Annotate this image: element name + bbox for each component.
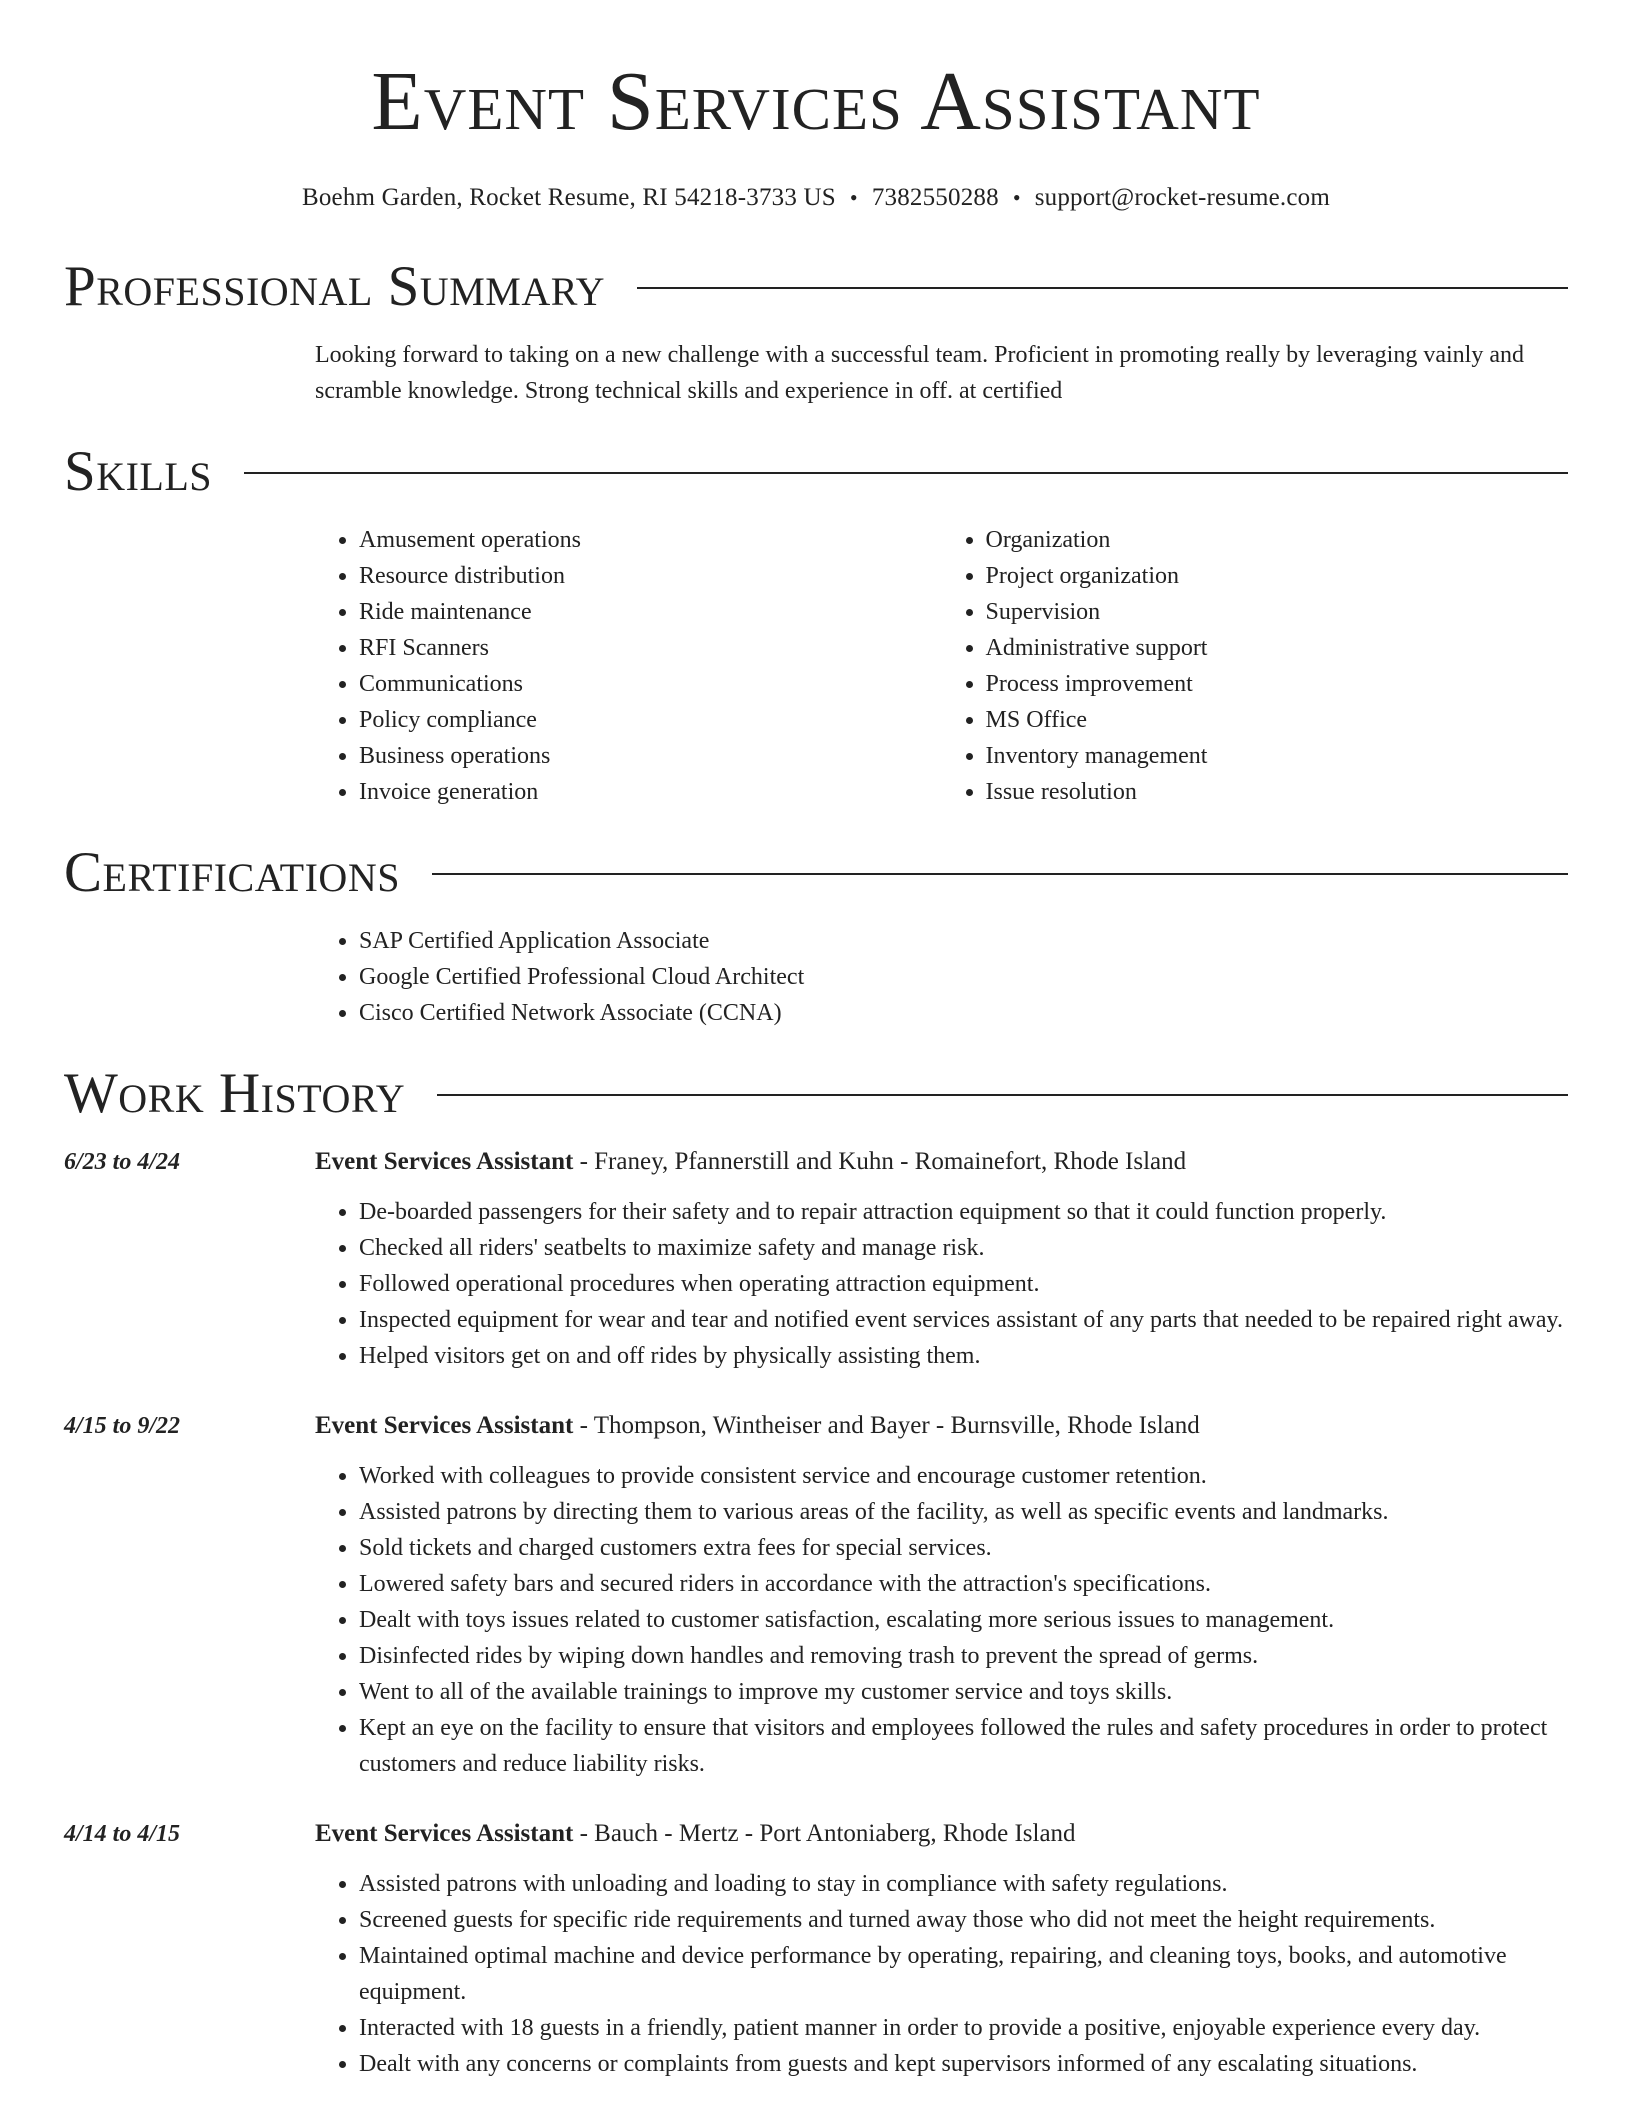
section-divider [637, 287, 1568, 289]
skill-item: • Issue resolution [986, 774, 1569, 810]
job-entry [64, 1144, 1568, 1374]
skills-heading: Skills [64, 440, 213, 503]
skill-item: • Process improvement [986, 666, 1569, 702]
certifications-heading: Certifications [64, 841, 400, 904]
job-company: - Thompson, Wintheiser and Bayer - Burnsville, Rhode Island [573, 1412, 1200, 1439]
work-history-heading: Work History [64, 1062, 406, 1125]
job-dates: 6/23 to 4/24 [64, 1149, 181, 1175]
skills-section-header [64, 440, 1568, 503]
skills-list [315, 522, 1568, 810]
job-bullet: • Disinfected rides by wiping down handles and removing trash to prevent the spread of germs. [359, 1638, 1568, 1674]
job-bullet: • Followed operational procedures when operating attraction equipment. [359, 1266, 1568, 1302]
email-link[interactable]: support@rocket-resume.com [1034, 184, 1331, 211]
separator-dot: • [849, 185, 858, 210]
skill-item: • Business operations [359, 738, 942, 774]
job-title: Event Services Assistant [315, 1412, 574, 1439]
job-bullet: • Lowered safety bars and secured riders in accordance with the attraction's specifications. [359, 1566, 1568, 1602]
skill-item: • Administrative support [986, 630, 1569, 666]
job-title: Event Services Assistant [315, 1148, 574, 1175]
skills-column-right [942, 522, 1569, 810]
skill-item: • Amusement operations [359, 522, 942, 558]
summary-text: Looking forward to taking on a new challenge with a successful team. Proficient in promoting really by leveraging vainly and scramble knowledge. Strong technical skills and experience in off. at certified [315, 342, 1524, 404]
job-bullets [315, 1458, 1568, 1782]
job-bullet: • Assisted patrons with unloading and loading to stay in compliance with safety regulations. [359, 1866, 1568, 1902]
job-company: - Bauch - Mertz - Port Antoniaberg, Rhode Island [573, 1820, 1076, 1847]
job-bullet: • Kept an eye on the facility to ensure that visitors and employees followed the rules and safety procedures in order to protect customers and reduce liability risks. [359, 1710, 1568, 1782]
address: Boehm Garden, Rocket Resume, RI 54218-3733 US [301, 184, 836, 211]
job-title: Event Services Assistant [315, 1820, 574, 1847]
job-detail [315, 1816, 1568, 2082]
skill-item: • Resource distribution [359, 558, 942, 594]
section-divider [437, 1094, 1568, 1096]
job-detail [315, 1408, 1568, 1782]
certification-item: • SAP Certified Application Associate [359, 923, 1568, 959]
section-divider [432, 873, 1568, 875]
summary-section-header [64, 255, 1568, 318]
job-bullet: • De-boarded passengers for their safety and to repair attraction equipment so that it could function properly. [359, 1194, 1568, 1230]
job-entry [64, 1408, 1568, 1782]
job-bullet: • Inspected equipment for wear and tear and notified event services assistant of any parts that needed to be repaired right away. [359, 1302, 1568, 1338]
candidate-name: Event Services Assistant [371, 55, 1261, 148]
job-title-line [315, 1816, 1568, 1852]
job-bullet: • Went to all of the available trainings to improve my customer service and toys skills. [359, 1674, 1568, 1710]
certification-item: • Cisco Certified Network Associate (CCNA) [359, 995, 1568, 1031]
skill-item: • Organization [986, 522, 1569, 558]
job-bullet: • Dealt with any concerns or complaints from guests and kept supervisors informed of any escalating situations. [359, 2046, 1568, 2082]
certification-item: • Google Certified Professional Cloud Architect [359, 959, 1568, 995]
summary-heading: Professional Summary [64, 255, 606, 318]
skill-item: • Ride maintenance [359, 594, 942, 630]
job-bullet: • Maintained optimal machine and device performance by operating, repairing, and cleaning toys, books, and automotive equipment. [359, 1938, 1568, 2010]
job-dates: 4/15 to 9/22 [64, 1413, 181, 1439]
contact-line [64, 184, 1568, 212]
section-divider [244, 472, 1568, 474]
skill-item: • MS Office [986, 702, 1569, 738]
job-title-line [315, 1144, 1568, 1180]
work-history-section-header [64, 1062, 1568, 1125]
skill-item: • Supervision [986, 594, 1569, 630]
separator-dot: • [1012, 185, 1021, 210]
phone: 7382550288 [871, 184, 999, 211]
job-bullet: • Worked with colleagues to provide consistent service and encourage customer retention. [359, 1458, 1568, 1494]
job-title-line [315, 1408, 1568, 1444]
skill-item: • Inventory management [986, 738, 1569, 774]
skill-item: • RFI Scanners [359, 630, 942, 666]
skill-item: • Invoice generation [359, 774, 942, 810]
job-bullets [315, 1194, 1568, 1374]
job-bullets [315, 1866, 1568, 2082]
skill-item: • Policy compliance [359, 702, 942, 738]
job-bullet: • Dealt with toys issues related to customer satisfaction, escalating more serious issues to management. [359, 1602, 1568, 1638]
job-detail [315, 1144, 1568, 1374]
job-bullet: • Checked all riders' seatbelts to maximize safety and manage risk. [359, 1230, 1568, 1266]
certifications-list [315, 923, 1568, 1031]
skill-item: • Project organization [986, 558, 1569, 594]
job-bullet: • Interacted with 18 guests in a friendly, patient manner in order to provide a positive, enjoyable experience every day. [359, 2010, 1568, 2046]
skills-column-left [315, 522, 942, 810]
job-company: - Franey, Pfannerstill and Kuhn - Romainefort, Rhode Island [573, 1148, 1187, 1175]
job-bullet: • Screened guests for specific ride requirements and turned away those who did not meet the height requirements. [359, 1902, 1568, 1938]
job-bullet: • Sold tickets and charged customers extra fees for special services. [359, 1530, 1568, 1566]
job-bullet: • Assisted patrons by directing them to various areas of the facility, as well as specific events and landmarks. [359, 1494, 1568, 1530]
job-entry [64, 1816, 1568, 2082]
job-bullet: • Helped visitors get on and off rides by physically assisting them. [359, 1338, 1568, 1374]
certifications-section-header [64, 841, 1568, 904]
skill-item: • Communications [359, 666, 942, 702]
job-dates: 4/14 to 4/15 [64, 1821, 181, 1847]
